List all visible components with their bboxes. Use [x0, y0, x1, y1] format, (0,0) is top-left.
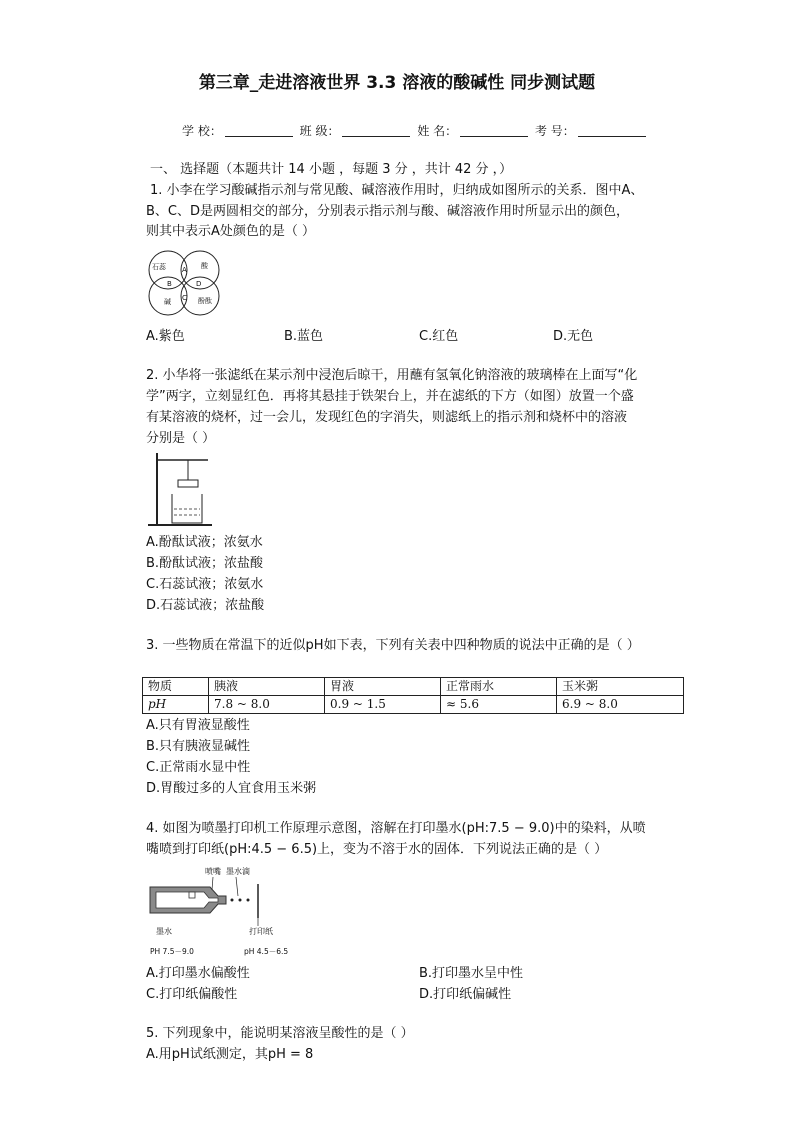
nozzle-label: 喷嘴 — [205, 867, 221, 876]
section-heading: 一、 选择题（本题共计 14 小题 ，每题 3 分 ，共计 42 分 ，） — [150, 162, 513, 177]
table-header-row — [143, 678, 684, 696]
table-cell: ≈ 5.6 — [441, 696, 557, 714]
q2-option-a: A.酚酞试液；浓氨水 — [146, 535, 263, 550]
table-cell: 6.9 ~ 8.0 — [557, 696, 684, 714]
q4-line-1: 4. 如图为喷墨打印机工作原理示意图，溶解在打印墨水(pH:7.5 − 9.0)中的染料，从喷 — [146, 821, 646, 836]
region-a-label: A — [182, 266, 187, 274]
acid-label: 酸 — [201, 262, 208, 270]
q3-line-1: 3. 一些物质在常温下的近似pH如下表，下列有关表中四种物质的说法中正确的是（ ） — [146, 638, 640, 653]
q4-option-b: B.打印墨水呈中性 — [419, 966, 524, 981]
region-d-label: D — [196, 280, 202, 288]
table-cell: 7.8 ~ 8.0 — [209, 696, 325, 714]
q4-printer-diagram — [146, 862, 306, 962]
q4-option-a: A.打印墨水偏酸性 — [146, 966, 250, 981]
nozzle-pointer — [212, 877, 213, 890]
filter-paper — [178, 480, 198, 487]
q3-option-d: D.胃酸过多的人宜食用玉米粥 — [146, 781, 317, 796]
nozzle-head — [189, 892, 195, 898]
q1-venn-diagram — [146, 248, 228, 320]
q2-option-d: D.石蕊试液；浓盐酸 — [146, 598, 265, 613]
table-header-cell: 正常雨水 — [441, 678, 557, 696]
litmus-label: 石蕊 — [152, 263, 166, 271]
student-info-line — [182, 122, 649, 139]
ink-ph-label: PH 7.5－9.0 — [150, 947, 194, 956]
phenolphthalein-label: 酚酞 — [198, 297, 212, 305]
q2-option-c: C.石蕊试液；浓氨水 — [146, 577, 264, 592]
q1-option-a: A.紫色 — [146, 329, 185, 344]
q4-option-d: D.打印纸偏碱性 — [419, 987, 512, 1002]
q1-option-c: C.红色 — [419, 329, 459, 344]
q2-line-4: 分别是（ ） — [146, 431, 216, 446]
class-label: 班 级： — [299, 124, 340, 138]
base-label: 碱 — [164, 298, 171, 306]
q4-line-2: 嘴喷到打印纸(pH:4.5 − 6.5)上，变为不溶于水的固体．下列说法正确的是（ ） — [146, 842, 608, 857]
table-cell: 0.9 ~ 1.5 — [325, 696, 441, 714]
region-c-label: C — [182, 294, 187, 302]
name-label: 姓 名： — [417, 124, 458, 138]
name-blank — [460, 124, 528, 137]
q2-option-b: B.酚酞试液；浓盐酸 — [146, 556, 264, 571]
q1-line-2: B、C、D是两圆相交的部分，分别表示指示剂与酸、碱溶液作用时所显示出的颜色， — [146, 204, 630, 219]
table-header-cell: 玉米粥 — [557, 678, 684, 696]
table-row — [143, 696, 684, 714]
school-label: 学 校： — [182, 124, 222, 138]
q3-option-c: C.正常雨水显中性 — [146, 760, 251, 775]
q5-option-a: A.用pH试纸测定，其pH = 8 — [146, 1047, 314, 1062]
q2-line-3: 有某溶液的烧杯，过一会儿，发现红色的字消失，则滤纸上的指示剂和烧杯中的溶液 — [146, 410, 628, 425]
q4-option-c: C.打印纸偏酸性 — [146, 987, 238, 1002]
region-b-label: B — [167, 280, 172, 288]
ink-droplet-label: 墨水滴 — [226, 867, 250, 876]
ph-table — [142, 677, 684, 714]
q1-option-d: D.无色 — [553, 329, 594, 344]
ink-label: 墨水 — [156, 927, 172, 936]
school-blank — [225, 124, 293, 137]
ink-droplet — [239, 899, 242, 902]
q1-option-b: B.蓝色 — [284, 329, 324, 344]
table-header-cell: 物质 — [143, 678, 209, 696]
q2-iron-stand-diagram — [146, 452, 216, 528]
beaker — [172, 494, 202, 523]
table-header-cell: 胃液 — [325, 678, 441, 696]
q3-option-b: B.只有胰液显碱性 — [146, 739, 251, 754]
ink-droplet — [231, 899, 234, 902]
q3-option-a: A.只有胃液显酸性 — [146, 718, 250, 733]
ink-droplet — [247, 899, 250, 902]
q1-line-1: 1. 小李在学习酸碱指示剂与常见酸、碱溶液作用时，归纳成如图所示的关系．图中A、 — [150, 183, 644, 198]
q2-line-1: 2. 小华将一张滤纸在某示剂中浸泡后晾干，用蘸有氢氧化钠溶液的玻璃棒在上面写“化 — [146, 368, 638, 383]
paper-ph-label: pH 4.5－6.5 — [244, 947, 289, 956]
exam-number-blank — [578, 124, 646, 137]
class-blank — [342, 124, 410, 137]
exam-number-label: 考 号： — [534, 124, 575, 138]
droplet-pointer — [236, 877, 238, 896]
paper-label: 打印纸 — [249, 927, 273, 936]
q5-line-1: 5. 下列现象中，能说明某溶液呈酸性的是（ ） — [146, 1026, 414, 1041]
table-header-cell: 胰液 — [209, 678, 325, 696]
q2-line-2: 学”两字，立刻显红色．再将其悬挂于铁架台上，并在滤纸的下方（如图）放置一个盛 — [146, 389, 634, 404]
table-cell: pH — [143, 696, 209, 714]
q1-line-3: 则其中表示A处颜色的是（ ） — [146, 224, 316, 239]
page-title: 第三章_走进溶液世界 3.3 溶液的酸碱性 同步测试题 — [198, 73, 596, 93]
